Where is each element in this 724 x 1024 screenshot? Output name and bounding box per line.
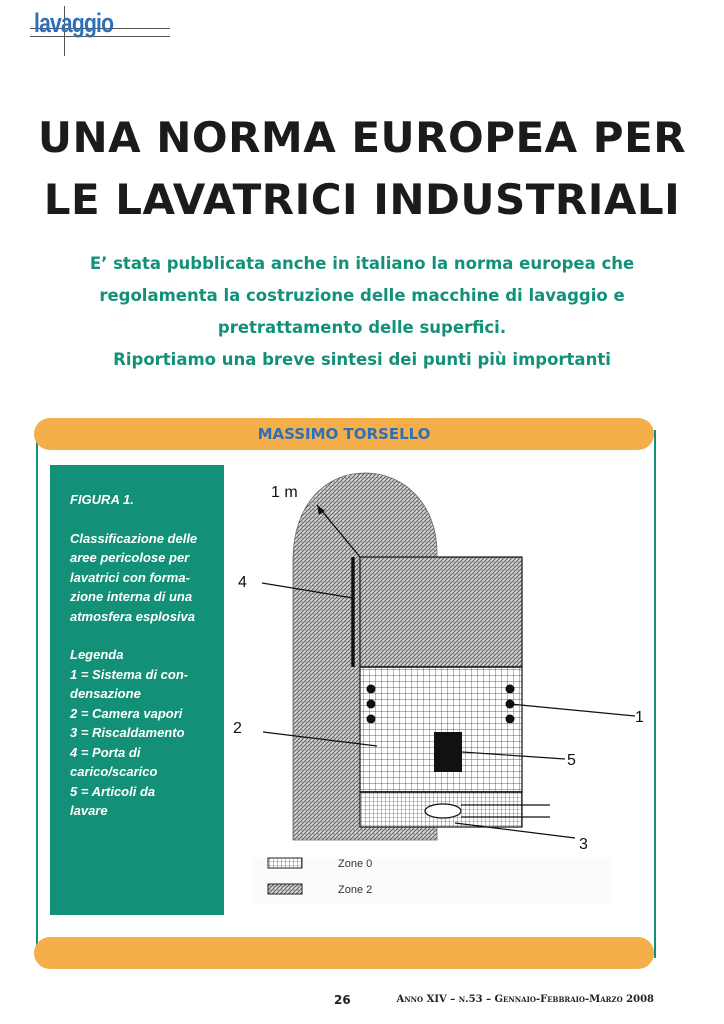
legend-line: 2 = Camera vapori (70, 705, 183, 721)
legend-line: 5 = Articoli da (70, 783, 156, 799)
heating-element (425, 804, 461, 818)
label-1: 1 (635, 709, 644, 726)
legend-title: Legenda (70, 647, 124, 662)
label-4: 4 (238, 574, 247, 591)
section-label: lavaggio (34, 8, 114, 38)
zone-0-swatch (268, 858, 302, 868)
subtitle-line: regolamenta la costruzione delle macchine di lavaggio e (99, 286, 625, 305)
figure-caption-box (50, 465, 224, 915)
distance-label: 1 m (271, 484, 298, 501)
subtitle-line: Riportiamo una breve sintesi dei punti più importanti (113, 350, 611, 369)
legend-line: 4 = Porta di (70, 744, 141, 760)
label-5: 5 (567, 752, 576, 769)
caption-line: zione interna di una (70, 589, 193, 604)
subtitle-line: pretrattamento delle superfici. (217, 318, 507, 337)
caption-line: lavatrici con forma- (70, 569, 190, 585)
caption-line: atmosfera esplosiva (70, 608, 196, 624)
washing-chamber (360, 667, 522, 792)
author-bar (34, 418, 654, 450)
title-line: LE LAVATRICI INDUSTRIALI (43, 175, 681, 224)
section-tag (30, 6, 130, 38)
author-name: MASSIMO TORSELLO (257, 425, 431, 443)
article-subtitle (40, 248, 684, 376)
legend-line: lavare (70, 803, 108, 818)
caption-line: aree pericolose per (70, 550, 190, 565)
items-to-wash (434, 732, 462, 772)
vapor-chamber (360, 557, 522, 667)
zone-2-swatch (268, 884, 302, 894)
bottom-bar (34, 937, 654, 969)
legend-line: densazione (70, 686, 141, 701)
subtitle-line: E’ stata pubblicata anche in italiano la norma europea che (89, 254, 635, 273)
label-3: 3 (579, 836, 588, 853)
title-line: UNA NORMA EUROPEA PER (37, 113, 687, 162)
caption-line: Classificazione delle (70, 530, 198, 546)
article-title (0, 107, 724, 231)
legend-line: 1 = Sistema di con- (70, 666, 189, 682)
legend-line: carico/scarico (70, 764, 158, 779)
hazard-zone-diagram (225, 465, 645, 915)
zone-2-label: Zone 2 (338, 884, 373, 896)
label-2: 2 (233, 720, 242, 737)
issue-info: Anno XIV – n.53 – Gennaio-Febbraio-Marzo 2008 (396, 994, 654, 1005)
page-number: 26 (334, 993, 351, 1007)
zone-0-label: Zone 0 (338, 858, 373, 870)
legend-line: 3 = Riscaldamento (70, 725, 185, 740)
figure-caption-title: FIGURA 1. (70, 492, 134, 507)
